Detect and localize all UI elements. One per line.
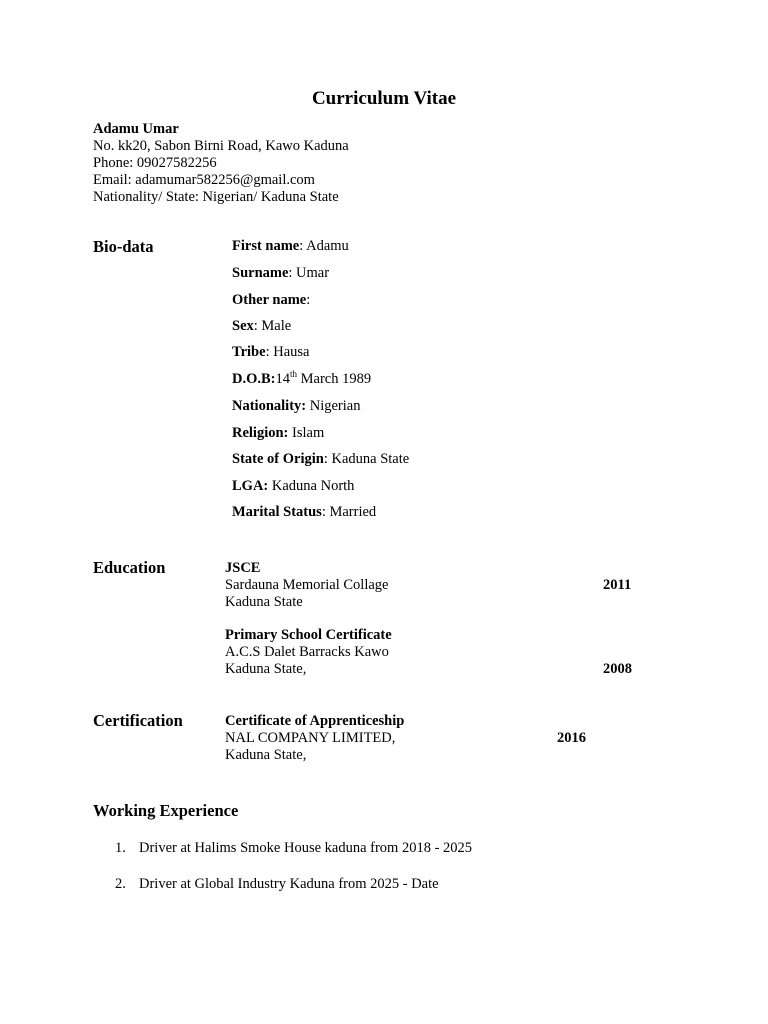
field-label: Nationality: — [232, 398, 307, 414]
field-value: : — [306, 292, 311, 308]
field-label: State of Origin — [232, 451, 324, 467]
field-other-name — [232, 292, 310, 309]
certification-institution: NAL COMPANY LIMITED, — [225, 730, 396, 746]
page-title: Curriculum Vitae — [311, 88, 457, 109]
field-label: Sex — [232, 318, 254, 334]
applicant-name: Adamu Umar — [93, 121, 179, 137]
field-marital-status — [232, 504, 376, 521]
address: No. kk20, Sabon Birni Road, Kawo Kaduna — [93, 138, 349, 154]
list-item-number: 2. — [115, 876, 126, 892]
field-dob — [232, 371, 371, 388]
email: Email: adamumar582256@gmail.com — [93, 172, 315, 188]
education-institution: Sardauna Memorial Collage — [225, 577, 389, 593]
field-label: Surname — [232, 265, 289, 281]
dob-day: 14 — [275, 371, 290, 387]
field-value: Kaduna North — [268, 478, 355, 494]
field-label: First name — [232, 238, 300, 254]
biodata-heading: Bio-data — [93, 237, 154, 256]
certification-qualification: Certificate of Apprenticeship — [225, 713, 405, 729]
field-value: : Kaduna State — [323, 451, 410, 467]
education-qualification: Primary School Certificate — [225, 627, 392, 643]
field-first-name — [232, 238, 349, 255]
nationality-state: Nationality/ State: Nigerian/ Kaduna State — [93, 189, 339, 205]
field-value: Nigerian — [306, 398, 361, 414]
field-value: : Umar — [288, 265, 330, 281]
field-sex — [232, 318, 291, 335]
certification-heading: Certification — [93, 711, 183, 730]
certification-location: Kaduna State, — [225, 747, 307, 763]
field-label: Other name — [232, 292, 307, 308]
field-label: Marital Status — [232, 504, 322, 520]
field-lga — [232, 478, 354, 495]
list-item: Driver at Halims Smoke House kaduna from 2018 - 2025 — [139, 840, 473, 856]
dob-rest: March 1989 — [297, 371, 372, 387]
education-location: Kaduna State, — [225, 661, 307, 677]
field-value: : Hausa — [265, 344, 310, 360]
field-value: Islam — [288, 425, 325, 441]
field-label: D.O.B: — [232, 371, 276, 387]
field-religion — [232, 425, 324, 442]
field-surname — [232, 265, 329, 282]
education-heading: Education — [93, 558, 166, 577]
field-label: LGA: — [232, 478, 269, 494]
field-value: : Married — [321, 504, 377, 520]
work-heading: Working Experience — [93, 801, 239, 820]
education-qualification: JSCE — [225, 560, 261, 576]
field-label: Religion: — [232, 425, 289, 441]
education-institution: A.C.S Dalet Barracks Kawo — [225, 644, 389, 660]
phone: Phone: 09027582256 — [93, 155, 217, 171]
education-location: Kaduna State — [225, 594, 303, 610]
list-item-number: 1. — [115, 840, 126, 856]
field-nationality — [232, 398, 360, 415]
certification-year: 2016 — [557, 730, 586, 746]
field-state-of-origin — [232, 451, 409, 468]
field-value: : Male — [253, 318, 292, 334]
dob-suffix: th — [290, 369, 298, 379]
field-value: : Adamu — [299, 238, 349, 254]
field-label: Tribe — [232, 344, 266, 360]
field-tribe — [232, 344, 309, 361]
education-year: 2011 — [603, 577, 632, 593]
education-year: 2008 — [603, 661, 632, 677]
list-item: Driver at Global Industry Kaduna from 2025 - Date — [139, 876, 439, 892]
